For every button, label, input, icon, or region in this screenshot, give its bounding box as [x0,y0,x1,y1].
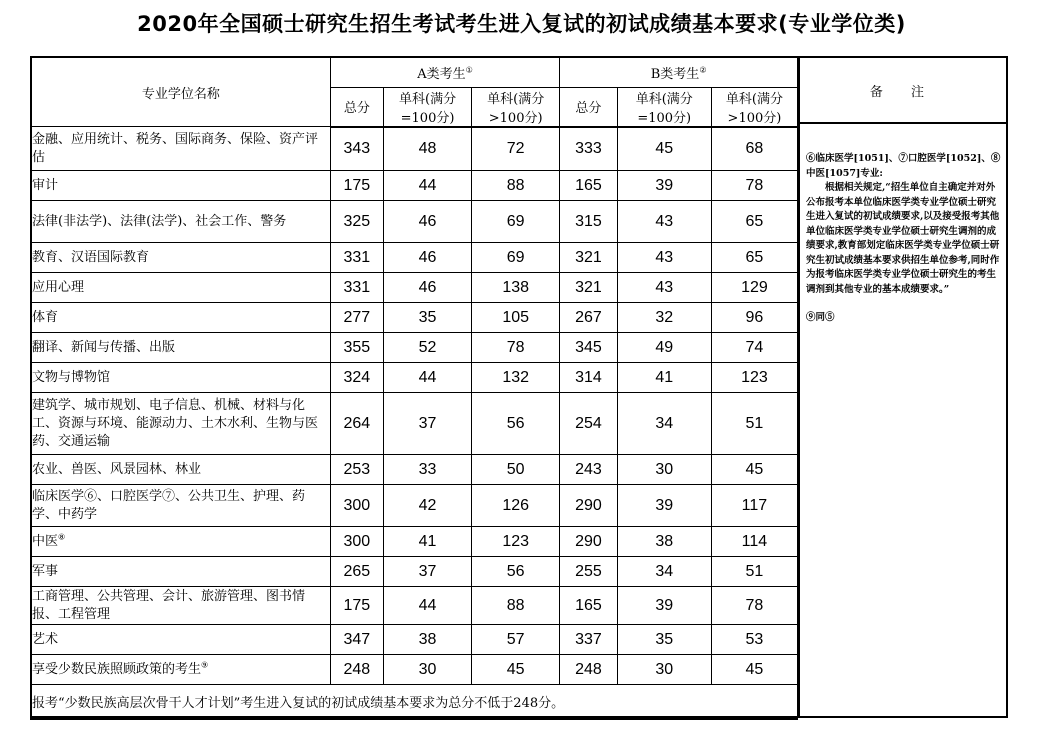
b-single-gt100-cell: 65 [711,243,797,273]
remarks-para-3: ⑨同⑤ [806,312,835,323]
a-total-cell: 355 [330,333,383,363]
b-total-cell: 337 [560,625,617,655]
b-total-cell: 267 [560,303,617,333]
a-single100-cell: 38 [383,625,471,655]
major-name: 文物与博物馆 [32,369,111,385]
b-total-cell: 165 [560,587,617,625]
b-total-cell: 333 [560,127,617,171]
remarks-para-1: ⑥临床医学[1051]、⑦口腔医学[1052]、⑧中医[1057]专业: [806,153,1001,179]
a-total-cell: 343 [330,127,383,171]
table-outer-border [30,56,1008,718]
header-a-total: 总分 [330,87,383,127]
b-single-gt100-cell: 123 [711,363,797,393]
major-name: 享受少数民族照顾政策的考生 [32,661,202,677]
a-total-cell: 277 [330,303,383,333]
b-single-gt100-cell: 74 [711,333,797,363]
major-name: 军事 [32,563,59,579]
b-single100-cell: 30 [617,455,711,485]
a-single100-cell: 44 [383,171,471,201]
a-total-cell: 331 [330,273,383,303]
a-single-gt100-cell: 56 [472,557,560,587]
b-single100-cell: 43 [617,273,711,303]
b-total-cell: 321 [560,273,617,303]
a-single100-cell: 41 [383,527,471,557]
footer-note: 报考“少数民族高层次骨干人才计划”考生进入复试的初试成绩基本要求为总分不低于248分。 [31,685,798,719]
b-single-gt100-cell: 68 [711,127,797,171]
b-single-gt100-cell: 53 [711,625,797,655]
b-single100-cell: 32 [617,303,711,333]
a-single-gt100-cell: 88 [472,171,560,201]
b-single-gt100-cell: 114 [711,527,797,557]
header-major-name: 专业学位名称 [31,57,330,127]
major-name: 体育 [32,309,59,325]
a-single100-cell: 46 [383,243,471,273]
a-single-gt100-cell: 105 [472,303,560,333]
a-single-gt100-cell: 69 [472,243,560,273]
major-name: 审计 [32,177,59,193]
remarks-para-2: 根据相关规定,“招生单位自主确定并对外公布报考本单位临床医学类专业学位硕士研究生进入复试的初试成绩要求,以及接受报考其他单位临床医学类专业学位硕士研究生调剂的成绩要求,教育部划定临床医学类专业学位硕士研究生初试成绩基本要求供招生单位参考,同时作为报考临床医学类专业学位硕士研究生的考生调剂到其他专业的基本成绩要求。” [806,182,1000,295]
b-single-gt100-cell: 51 [711,393,797,455]
page-title: 2020年全国硕士研究生招生考试考生进入复试的初试成绩基本要求(专业学位类) [137,12,906,36]
major-footnote-mark: ⑨ [201,660,209,670]
a-single100-cell: 37 [383,557,471,587]
a-total-cell: 324 [330,363,383,393]
b-total-cell: 290 [560,527,617,557]
a-single-gt100-cell: 88 [472,587,560,625]
b-single-gt100-cell: 45 [711,655,797,685]
b-total-cell: 254 [560,393,617,455]
b-total-cell: 243 [560,455,617,485]
header-b-total: 总分 [560,87,617,127]
b-single100-cell: 39 [617,587,711,625]
a-single100-cell: 42 [383,485,471,527]
b-single100-cell: 39 [617,485,711,527]
b-single100-cell: 34 [617,557,711,587]
a-total-cell: 264 [330,393,383,455]
a-total-cell: 253 [330,455,383,485]
header-group-b-label: B类考生 [650,66,700,82]
remarks-header: 备 注 [798,56,1008,124]
a-total-cell: 175 [330,171,383,201]
a-total-cell: 325 [330,201,383,243]
header-a-single-gt100: 单科(满分>100分) [472,87,560,127]
a-single-gt100-cell: 57 [472,625,560,655]
b-single-gt100-cell: 65 [711,201,797,243]
header-b-single100: 单科(满分=100分) [617,87,711,127]
a-single-gt100-cell: 69 [472,201,560,243]
a-total-cell: 300 [330,485,383,527]
major-name: 农业、兽医、风景园林、林业 [32,461,202,477]
major-footnote-mark: ⑧ [58,532,66,542]
major-name: 中医 [32,533,59,549]
b-total-cell: 345 [560,333,617,363]
major-name: 艺术 [32,631,59,647]
a-single-gt100-cell: 50 [472,455,560,485]
b-single100-cell: 35 [617,625,711,655]
major-name: 法律(非法学)、法律(法学)、社会工作、警务 [32,213,287,229]
a-single-gt100-cell: 138 [472,273,560,303]
b-single-gt100-cell: 45 [711,455,797,485]
b-total-cell: 255 [560,557,617,587]
b-single100-cell: 38 [617,527,711,557]
b-total-cell: 315 [560,201,617,243]
b-single100-cell: 43 [617,243,711,273]
a-total-cell: 248 [330,655,383,685]
b-single-gt100-cell: 51 [711,557,797,587]
a-single100-cell: 44 [383,587,471,625]
a-total-cell: 175 [330,587,383,625]
a-single-gt100-cell: 78 [472,333,560,363]
a-single100-cell: 48 [383,127,471,171]
b-single100-cell: 45 [617,127,711,171]
a-total-cell: 331 [330,243,383,273]
a-single-gt100-cell: 126 [472,485,560,527]
header-group-a-note: ① [465,65,473,75]
a-total-cell: 300 [330,527,383,557]
a-single-gt100-cell: 132 [472,363,560,393]
header-a-single100: 单科(满分=100分) [383,87,471,127]
b-total-cell: 165 [560,171,617,201]
b-single-gt100-cell: 96 [711,303,797,333]
b-single100-cell: 41 [617,363,711,393]
major-name: 教育、汉语国际教育 [32,249,150,265]
a-single-gt100-cell: 72 [472,127,560,171]
header-b-single-gt100: 单科(满分>100分) [711,87,797,127]
b-total-cell: 290 [560,485,617,527]
b-single-gt100-cell: 129 [711,273,797,303]
a-single100-cell: 33 [383,455,471,485]
a-single100-cell: 46 [383,273,471,303]
a-single-gt100-cell: 56 [472,393,560,455]
header-group-b-note: ② [699,65,707,75]
b-single-gt100-cell: 78 [711,171,797,201]
b-total-cell: 314 [560,363,617,393]
a-total-cell: 265 [330,557,383,587]
b-single100-cell: 39 [617,171,711,201]
a-single100-cell: 46 [383,201,471,243]
b-single100-cell: 30 [617,655,711,685]
major-name: 金融、应用统计、税务、国际商务、保险、资产评估 [32,131,319,165]
b-single100-cell: 34 [617,393,711,455]
major-name: 应用心理 [32,279,85,295]
a-single-gt100-cell: 45 [472,655,560,685]
a-single100-cell: 44 [383,363,471,393]
a-single100-cell: 37 [383,393,471,455]
b-total-cell: 248 [560,655,617,685]
major-name: 建筑学、城市规划、电子信息、机械、材料与化工、资源与环境、能源动力、土木水利、生物与医药、交通运输 [32,397,319,449]
major-name: 翻译、新闻与传播、出版 [32,339,176,355]
header-group-a-label: A类考生 [417,66,466,82]
major-name: 工商管理、公共管理、会计、旅游管理、图书情报、工程管理 [32,588,306,622]
a-single-gt100-cell: 123 [472,527,560,557]
b-single100-cell: 49 [617,333,711,363]
a-single100-cell: 35 [383,303,471,333]
b-single-gt100-cell: 117 [711,485,797,527]
a-total-cell: 347 [330,625,383,655]
major-name: 临床医学⑥、口腔医学⑦、公共卫生、护理、药学、中药学 [32,488,306,522]
a-single100-cell: 52 [383,333,471,363]
b-single100-cell: 43 [617,201,711,243]
a-single100-cell: 30 [383,655,471,685]
b-total-cell: 321 [560,243,617,273]
b-single-gt100-cell: 78 [711,587,797,625]
